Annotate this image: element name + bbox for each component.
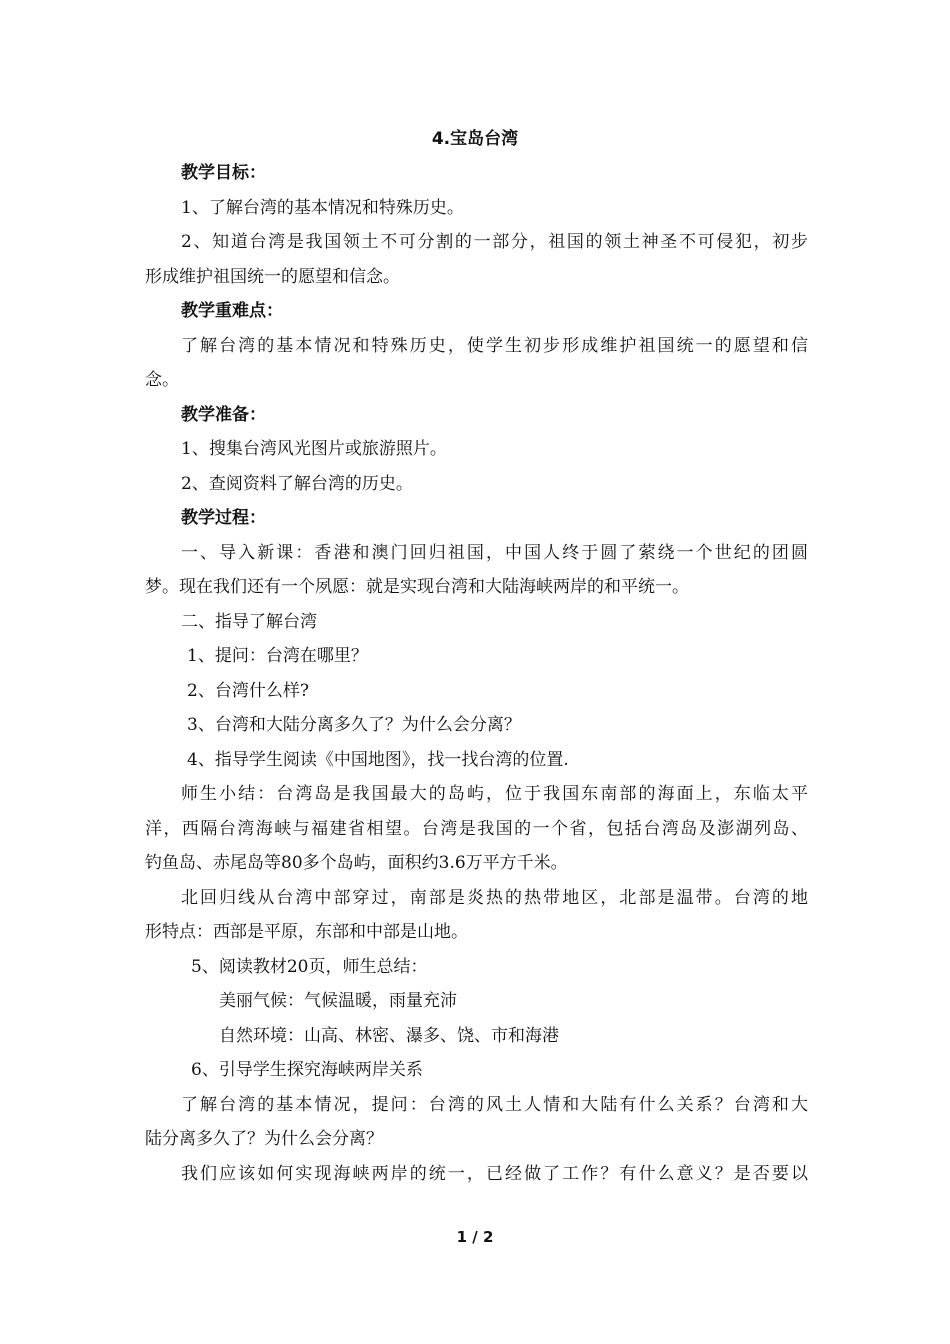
objective-2-cont: 形成维护祖国统一的愿望和信念。 bbox=[145, 266, 400, 287]
document-title: 4.宝岛台湾 bbox=[431, 129, 519, 149]
key-points-text-cont: 念。 bbox=[145, 370, 179, 390]
question-4: 4、指导学生阅读《中国地图》，找一找台湾的位置. bbox=[187, 749, 569, 770]
summary-line-1: 师生小结：台湾岛是我国最大的岛屿，位于我国东南部的海面上，东临太平 bbox=[181, 784, 808, 804]
objective-2: 2、知道台湾是我国领土不可分割的一部分，祖国的领土神圣不可侵犯，初步 bbox=[181, 232, 808, 252]
key-points-text: 了解台湾的基本情况和特殊历史，使学生初步形成维护祖国统一的愿望和信 bbox=[181, 335, 808, 356]
section-heading-preparation: 教学准备： bbox=[181, 404, 266, 425]
question-1: 1、提问：台湾在哪里？ bbox=[187, 646, 368, 666]
explore-question-1: 了解台湾的基本情况，提问：台湾的风土人情和大陆有什么关系？台湾和大 bbox=[181, 1094, 808, 1115]
explore-step-6: 6、引导学生探究海峡两岸关系 bbox=[191, 1060, 423, 1080]
preparation-1: 1、搜集台湾风光图片或旅游照片。 bbox=[181, 439, 447, 459]
explore-question-1-cont: 陆分离多久了？为什么会分离？ bbox=[145, 1129, 383, 1149]
geography-line-2: 形特点：西部是平原，东部和中部是山地。 bbox=[145, 922, 468, 942]
section-heading-process: 教学过程： bbox=[181, 508, 266, 528]
question-2: 2、台湾什么样? bbox=[187, 680, 309, 701]
process-intro-cont: 梦。现在我们还有一个夙愿：就是实现台湾和大陆海峡两岸的和平统一。 bbox=[145, 577, 689, 597]
section-heading-objectives: 教学目标： bbox=[181, 163, 266, 183]
process-intro: 一、导入新课：香港和澳门回归祖国，中国人终于圆了萦绕一个世纪的团圆 bbox=[181, 542, 808, 563]
preparation-2: 2、查阅资料了解台湾的历史。 bbox=[181, 473, 413, 494]
page-number: 1 / 2 bbox=[456, 1228, 494, 1246]
question-3: 3、台湾和大陆分离多久了？为什么会分离？ bbox=[187, 715, 521, 735]
climate-note: 美丽气候：气候温暖，雨量充沛 bbox=[219, 991, 457, 1011]
reading-step-5: 5、阅读教材20页，师生总结： bbox=[191, 956, 428, 977]
objective-1: 1、了解台湾的基本情况和特殊历史。 bbox=[181, 197, 464, 218]
section-heading-key-points: 教学重难点： bbox=[181, 301, 283, 321]
summary-line-2: 洋，西隔台湾海峡与福建省相望。台湾是我国的一个省，包括台湾岛及澎湖列岛、 bbox=[145, 818, 808, 839]
environment-note: 自然环境：山高、林密、瀑多、饶、市和海港 bbox=[219, 1025, 559, 1046]
process-step-2: 二、指导了解台湾 bbox=[181, 611, 317, 632]
explore-question-2: 我们应该如何实现海峡两岸的统一，已经做了工作？有什么意义？是否要以 bbox=[181, 1163, 808, 1184]
geography-line-1: 北回归线从台湾中部穿过，南部是炎热的热带地区，北部是温带。台湾的地 bbox=[181, 887, 808, 908]
document-body bbox=[145, 156, 808, 1191]
summary-line-3: 钓鱼岛、赤尾岛等80多个岛屿，面积约3.6万平方千米。 bbox=[145, 853, 568, 873]
